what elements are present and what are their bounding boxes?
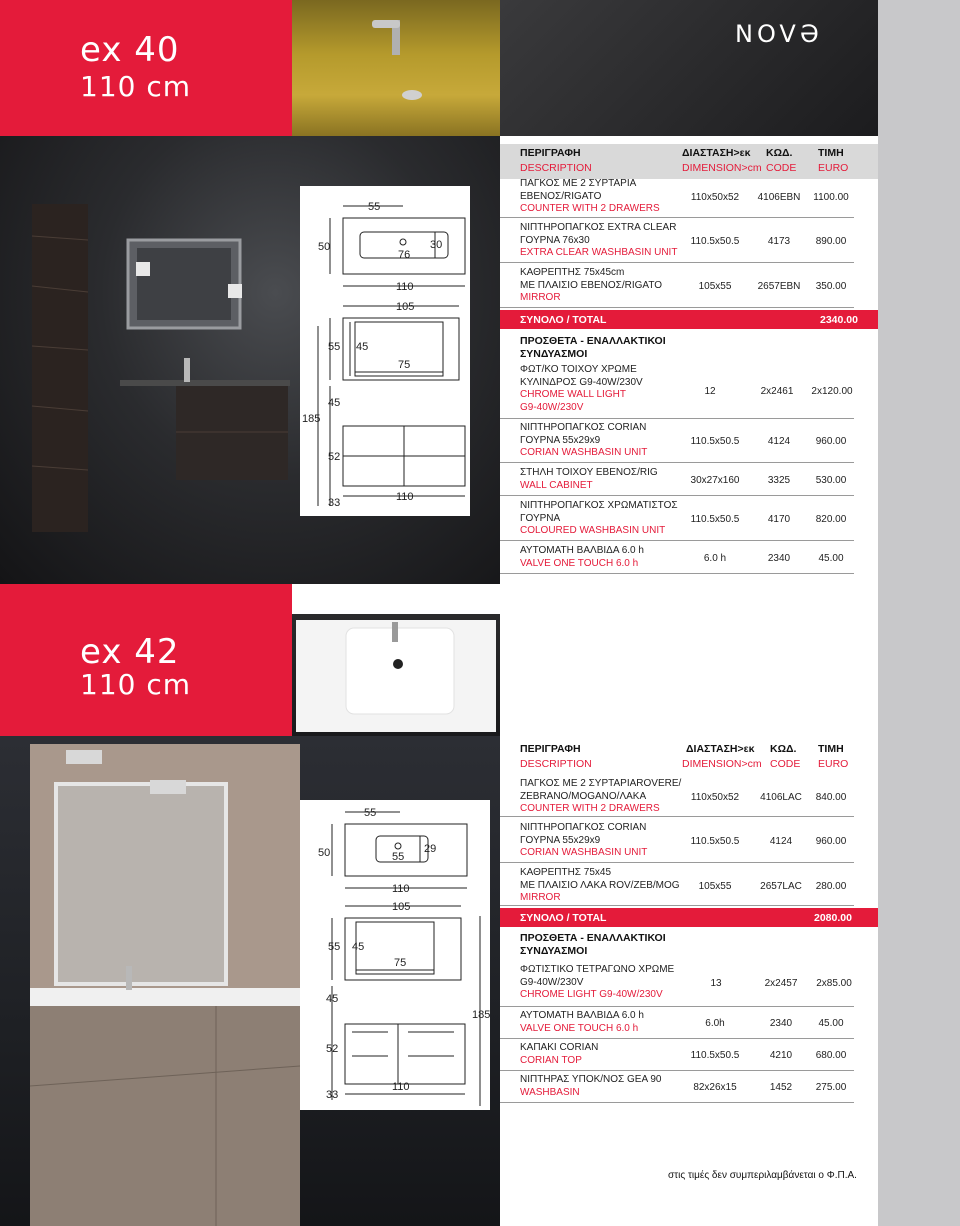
product1-basin-photo (292, 0, 500, 136)
table-row: ΦΩΤ/ΚΟ ΤΟΙΧΟΥ ΧΡΩΜΕ ΚΥΛΙΝΔΡΟΣ G9-40W/230V CHROME WALL LIGHT G9-40W/230V 12 2x2461 2x120.00 (500, 364, 854, 419)
dim-depth: 50 (318, 847, 331, 859)
table-row: ΝΙΠΤΗΡΟΠΑΓΚΟΣ CORIAN ΓΟΥΡΝΑ 55x29x9 CORIAN WASHBASIN UNIT 110.5x50.5 4124 960.00 (500, 422, 854, 463)
product2-basin-photo (292, 614, 500, 736)
dim-mirror-width: 105 (392, 901, 411, 913)
dim-height-total: 185 (472, 1009, 490, 1021)
table-row: ΣΤΗΛΗ ΤΟΙΧΟΥ ΕΒΕΝΟΣ/RIG WALL CABINET 30x27x160 3325 530.00 (500, 467, 854, 496)
dim-cabinet-width: 110 (396, 491, 414, 503)
table-row: ΠΑΓΚΟΣ ΜΕ 2 ΣΥΡΤΑΡΙΑROVERE/ ZEBRANO/MOGANO/ΛΑΚΑ COUNTER WITH 2 DRAWERS 110x50x52 4106LAC 840.00 (500, 778, 854, 817)
table-row: ΝΙΠΤΗΡΟΠΑΓΚΟΣ CORIAN ΓΟΥΡΝΑ 55x29x9 CORIAN WASHBASIN UNIT 110.5x50.5 4124 960.00 (500, 822, 854, 863)
hdr-price-gr: ΤΙΜΗ (818, 147, 844, 159)
dim-cabinet-width: 110 (392, 1081, 410, 1093)
table-row: ΚΑΘΡΕΠΤΗΣ 75x45cm ΜΕ ΠΛΑΙΣΙΟ ΕΒΕΝΟΣ/RIGATO MIRROR 105x55 2657EBN 350.00 (500, 267, 854, 308)
dim-total-width: 110 (396, 281, 414, 293)
dim-height-total: 185 (302, 413, 321, 425)
dim-mirror-height-inner: 45 (356, 341, 369, 353)
product2-total-bar: ΣΥΝΟΛΟ / TOTAL 2080.00 (500, 908, 878, 927)
dim-mirror-width: 105 (396, 301, 415, 313)
table-row: ΑΥΤΟΜΑΤΗ ΒΑΛΒΙΔΑ 6.0 h VALVE ONE TOUCH 6.0 h 6.0 h 2340 45.00 (500, 545, 854, 574)
dim-total-width: 110 (392, 883, 410, 895)
dim-cabinet-h2: 52 (328, 451, 341, 463)
dim-mirror-height-outer: 55 (328, 341, 341, 353)
table-row: ΝΙΠΤΗΡΑΣ ΥΠΟΚ/ΝΟΣ GEA 90 WASHBASIN 82x26x15 1452 275.00 (500, 1074, 854, 1103)
dim-depth: 50 (318, 241, 331, 253)
dim-basin-depth: 30 (430, 239, 443, 251)
hdr-price-en: EURO (818, 162, 849, 174)
dim-mirror-inner-width: 75 (398, 359, 411, 371)
product1-total-bar (500, 310, 878, 329)
table-row: ΦΩΤΙΣΤΙΚΟ ΤΕΤΡΑΓΩΝΟ ΧΡΩΜΕ G9-40W/230V CHROME LIGHT G9-40W/230V 13 2x2457 2x85.00 (500, 964, 854, 1007)
product2-technical-drawing (300, 800, 490, 1110)
product2-dimension-diagram (300, 800, 490, 1110)
table-row: ΝΙΠΤΗΡΟΠΑΓΚΟΣ ΧΡΩΜΑΤΙΣΤΟΣ ΓΟΥΡΝΑ COLOURED WASHBASIN UNIT 110.5x50.5 4170 820.00 (500, 500, 854, 541)
brand-logo: NOVƏ (735, 20, 823, 48)
table-row: ΝΙΠΤΗΡΟΠΑΓΚΟΣ EXTRA CLEAR ΓΟΥΡΝΑ 76x30 EXTRA CLEAR WASHBASIN UNIT 110.5x50.5 4173 890.00 (500, 222, 854, 263)
hdr-code-gr: ΚΩΔ. (766, 147, 793, 159)
extras-title: ΠΡΟΣΘΕΤΑ - ΕΝΑΛΛΑΚΤΙΚΟΙ ΣΥΝΔΥΑΣΜΟΙ (520, 335, 666, 360)
dim-cabinet-h2: 52 (326, 1043, 339, 1055)
dim-cabinet-h3: 33 (328, 497, 341, 509)
dim-mirror-height-inner: 45 (352, 941, 365, 953)
dim-mirror-height-outer: 55 (328, 941, 341, 953)
dim-mirror-inner-width: 75 (394, 957, 407, 969)
table-row: ΚΑΠΑΚΙ CORIAN CORIAN TOP 110.5x50.5 4210 680.00 (500, 1042, 854, 1071)
product2-model: ex 42 (80, 632, 180, 672)
product1-size: 110 cm (80, 70, 192, 103)
product1-table-header (500, 144, 878, 179)
product2-title-block (0, 584, 292, 736)
product2-table-header: ΠΕΡΙΓΡΑΦΗ DESCRIPTION ΔΙΑΣΤΑΣΗ>εκ DIMENSION>cm ΚΩΔ. CODE ΤΙΜΗ EURO (500, 740, 878, 772)
vat-footnote: στις τιμές δεν συμπεριλαμβάνεται ο Φ.Π.Α. (668, 1170, 857, 1181)
table-row: ΑΥΤΟΜΑΤΗ ΒΑΛΒΙΔΑ 6.0 h VALVE ONE TOUCH 6.0 h 6.0h 2340 45.00 (500, 1010, 854, 1039)
table-row: ΠΑΓΚΟΣ ΜΕ 2 ΣΥΡΤΑΡΙΑ ΕΒΕΝΟΣ/RIGATO COUNTER WITH 2 DRAWERS 110x50x52 4106EBN 1100.00 (500, 178, 854, 218)
dim-top-width: 55 (364, 807, 377, 819)
faucet-icon (292, 0, 500, 136)
hdr-dim-en: DIMENSION>cm (682, 162, 762, 174)
hdr-dim-gr: ΔΙΑΣΤΑΣΗ>εκ (682, 147, 751, 159)
total-value: 2340.00 (820, 314, 858, 326)
product1-technical-drawing (300, 186, 470, 516)
product2-price-table (500, 736, 878, 1226)
dim-top-width: 55 (368, 201, 381, 213)
product1-model: ex 40 (80, 30, 180, 70)
extras-title: ΠΡΟΣΘΕΤΑ - ΕΝΑΛΛΑΚΤΙΚΟΙ ΣΥΝΔΥΑΣΜΟΙ (520, 932, 666, 957)
total-label: ΣΥΝΟΛΟ / TOTAL (520, 314, 607, 326)
product1-dimension-diagram (300, 186, 470, 516)
product2-size: 110 cm (80, 668, 192, 701)
hdr-desc-gr: ΠΕΡΙΓΡΑΦΗ (520, 147, 581, 159)
dim-basin-width: 55 (392, 851, 405, 863)
hdr-desc-en: DESCRIPTION (520, 162, 592, 174)
side-strip (878, 0, 960, 1226)
product1-title-block (0, 0, 292, 136)
product1-price-table (500, 136, 878, 584)
dim-basin-depth: 29 (424, 843, 437, 855)
table-row: ΚΑΘΡΕΠΤΗΣ 75x45 ΜΕ ΠΛΑΙΣΙΟ ΛΑΚΑ ROV/ZEB/MOG MIRROR 105x55 2657LAC 280.00 (500, 867, 854, 906)
dim-cabinet-h3: 33 (326, 1089, 339, 1101)
dim-cabinet-h1: 45 (326, 993, 339, 1005)
hdr-code-en: CODE (766, 162, 797, 174)
dim-basin-width: 76 (398, 249, 411, 261)
dim-cabinet-h1: 45 (328, 397, 341, 409)
